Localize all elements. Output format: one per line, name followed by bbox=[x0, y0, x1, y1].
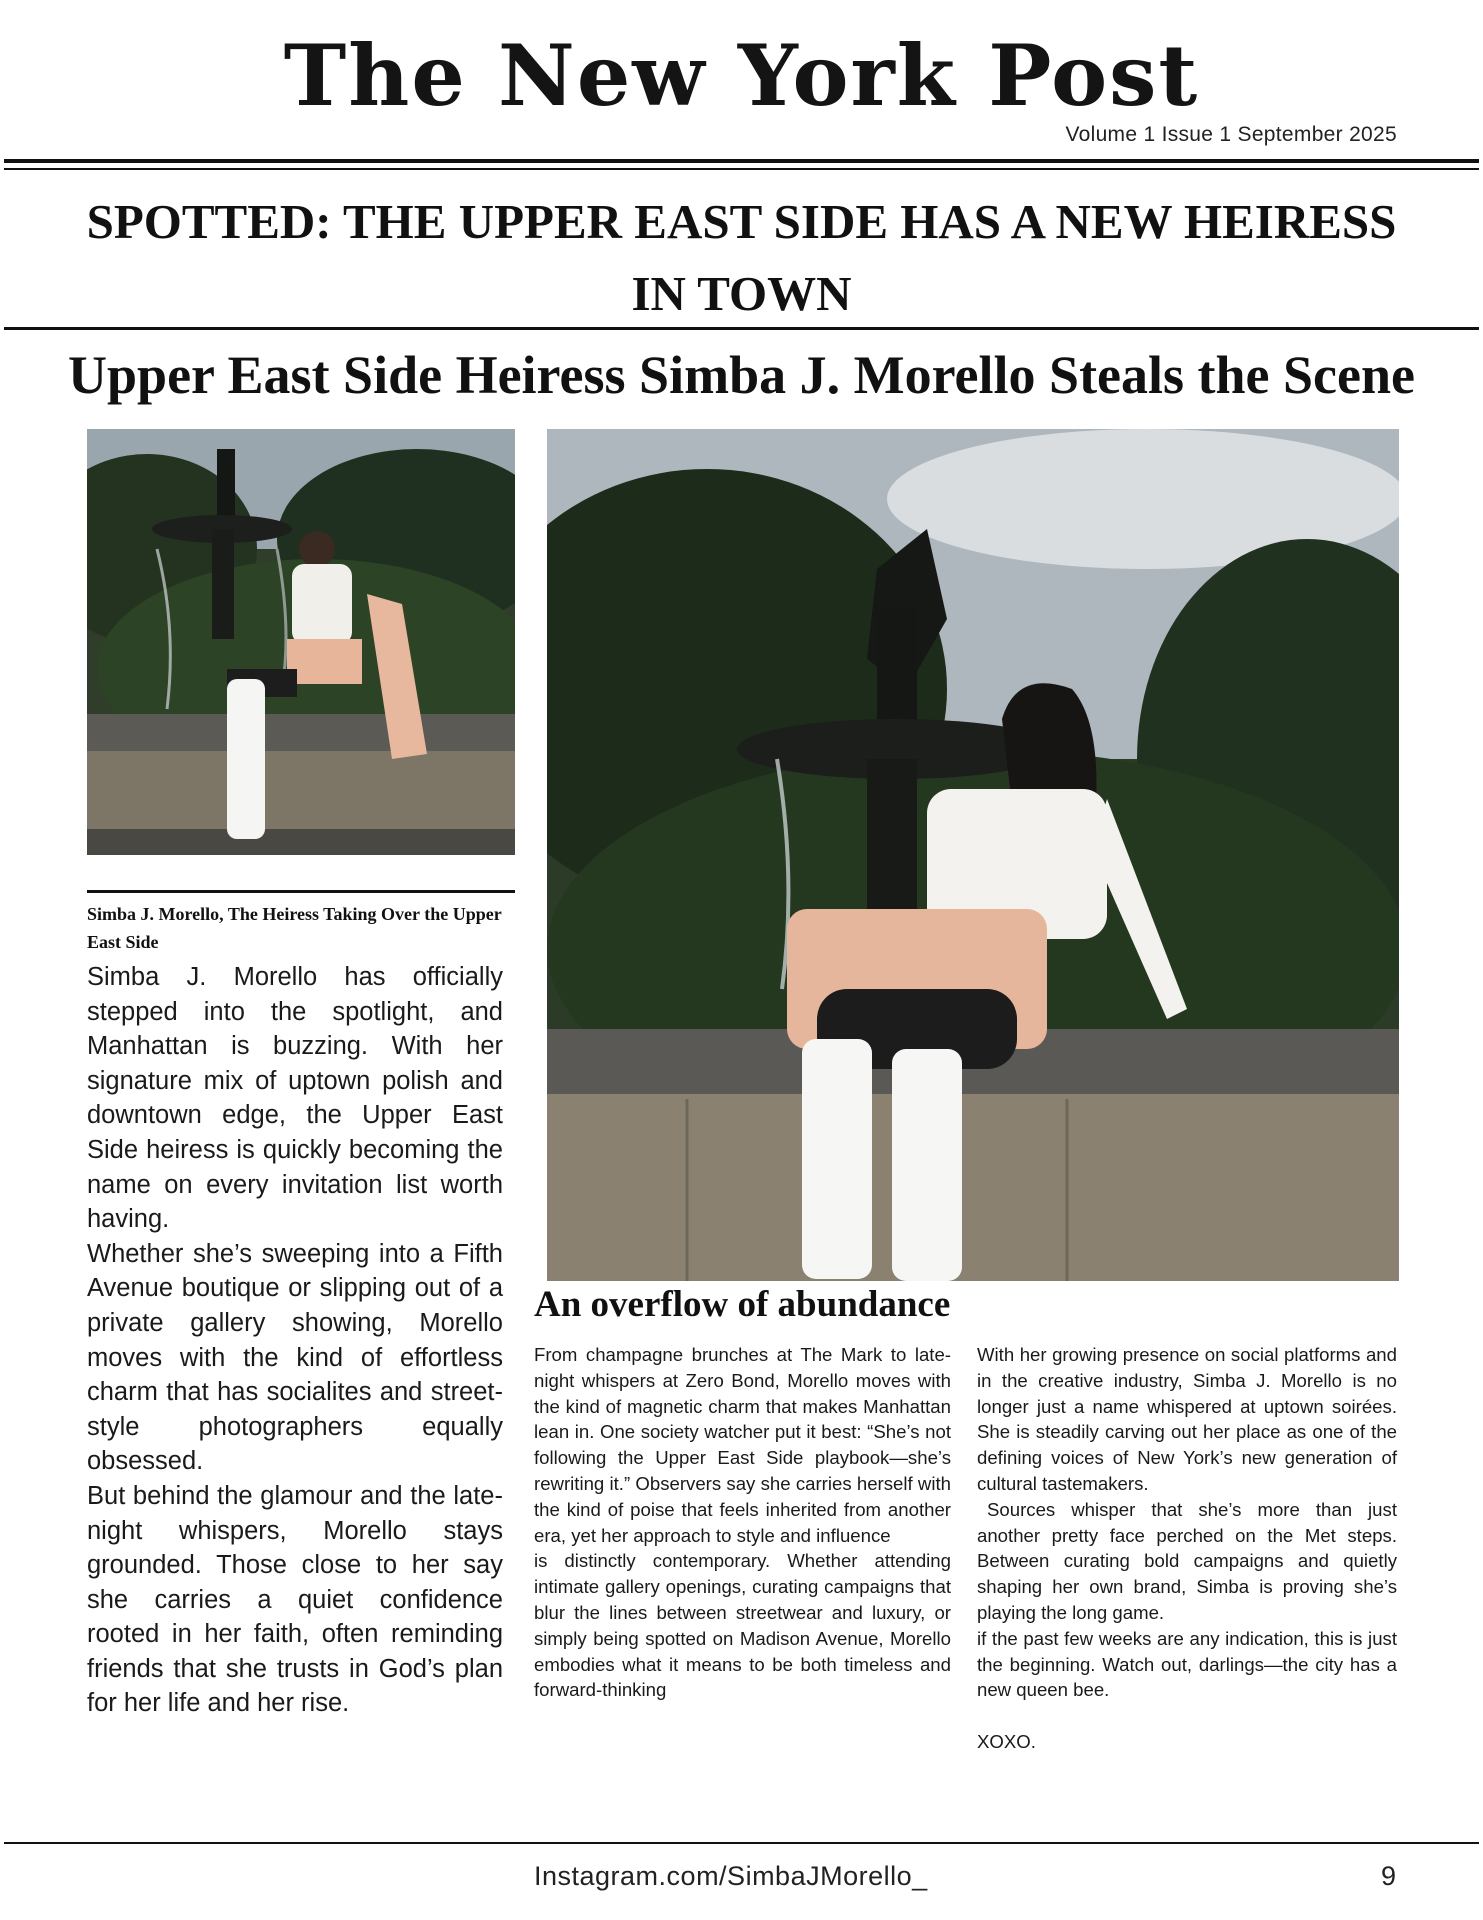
footer-rule bbox=[4, 1842, 1479, 1844]
masthead-rule-bottom bbox=[4, 168, 1479, 170]
photo-fountain-pose-1-icon bbox=[87, 429, 515, 855]
headline-rule bbox=[4, 327, 1479, 330]
left-paragraph: But behind the glamour and the late-night whispers, Morello stays grounded. Those close to her say she carries a quiet confidence rooted in her faith, often reminding friends that she trusts in God’s plan for her life and her rise. bbox=[87, 1481, 503, 1718]
caption-rule bbox=[87, 890, 515, 893]
right-paragraph: if the past few weeks are any indication, this is just the beginning. Watch out, darlings—the city has a new queen bee. bbox=[977, 1627, 1397, 1701]
left-column bbox=[87, 960, 503, 1721]
subheadline: Upper East Side Heiress Simba J. Morello Steals the Scene bbox=[68, 345, 1415, 405]
photo-fountain-pose-2-icon bbox=[547, 429, 1399, 1281]
masthead-title: The New York Post bbox=[283, 26, 1200, 125]
middle-column bbox=[534, 1342, 951, 1703]
masthead-rule-top bbox=[4, 159, 1479, 163]
section-title: An overflow of abundance bbox=[534, 1284, 951, 1325]
left-paragraph: Simba J. Morello has officially stepped into the spotlight, and Manhattan is buzzing. With her signature mix of uptown polish and downtown edge, the Upper East Side heiress is quickly becoming the name on every invitation list worth having. bbox=[87, 963, 503, 1234]
photo-small bbox=[87, 429, 515, 855]
page-number: 9 bbox=[1380, 1861, 1396, 1891]
signoff: XOXO. bbox=[977, 1730, 1036, 1752]
headline: SPOTTED: THE UPPER EAST SIDE HAS A NEW HEIRESS IN TOWN bbox=[86, 194, 1397, 321]
right-column bbox=[977, 1342, 1397, 1755]
right-paragraph: Sources whisper that she’s more than just another pretty face perched on the Met steps. Between curating bold campaigns and quietly shaping her own brand, Simba is proving she’s playing the long game. bbox=[977, 1498, 1397, 1623]
left-paragraph: Whether she’s sweeping into a Fifth Avenue boutique or slipping out of a private gallery showing, Morello moves with the kind of effortless charm that has socialites and street-style photographers equally obsessed. bbox=[87, 1239, 503, 1476]
photo-large bbox=[547, 429, 1399, 1281]
right-paragraph: With her growing presence on social platforms and in the creative industry, Simba J. Morello is no longer just a name whispered at uptown soirées. She is steadily carving out her place as one of the defining voices of New York’s new generation of cultural tastemakers. bbox=[977, 1344, 1397, 1494]
photo-caption: Simba J. Morello, The Heiress Taking Over the Upper East Side bbox=[87, 904, 502, 952]
middle-paragraph: is distinctly contemporary. Whether attending intimate gallery openings, curating campaigns that blur the lines between streetwear and luxury, or simply being spotted on Madison Avenue, Morello embodies what it means to be both timeless and forward-thinking bbox=[534, 1550, 951, 1701]
middle-paragraph: From champagne brunches at The Mark to late-night whispers at Zero Bond, Morello moves with the kind of magnetic charm that makes Manhattan lean in. One society watcher put it best: “She’s not following the Upper East Side playbook—she’s rewriting it.” Observers say she carries herself with the kind of poise that feels inherited from another era, yet her approach to style and influence bbox=[534, 1344, 951, 1546]
issue-line: Volume 1 Issue 1 September 2025 bbox=[1065, 123, 1397, 146]
instagram-link[interactable]: Instagram.com/SimbaJMorello_ bbox=[534, 1861, 928, 1891]
right-paragraph-spacer bbox=[977, 1703, 1397, 1729]
